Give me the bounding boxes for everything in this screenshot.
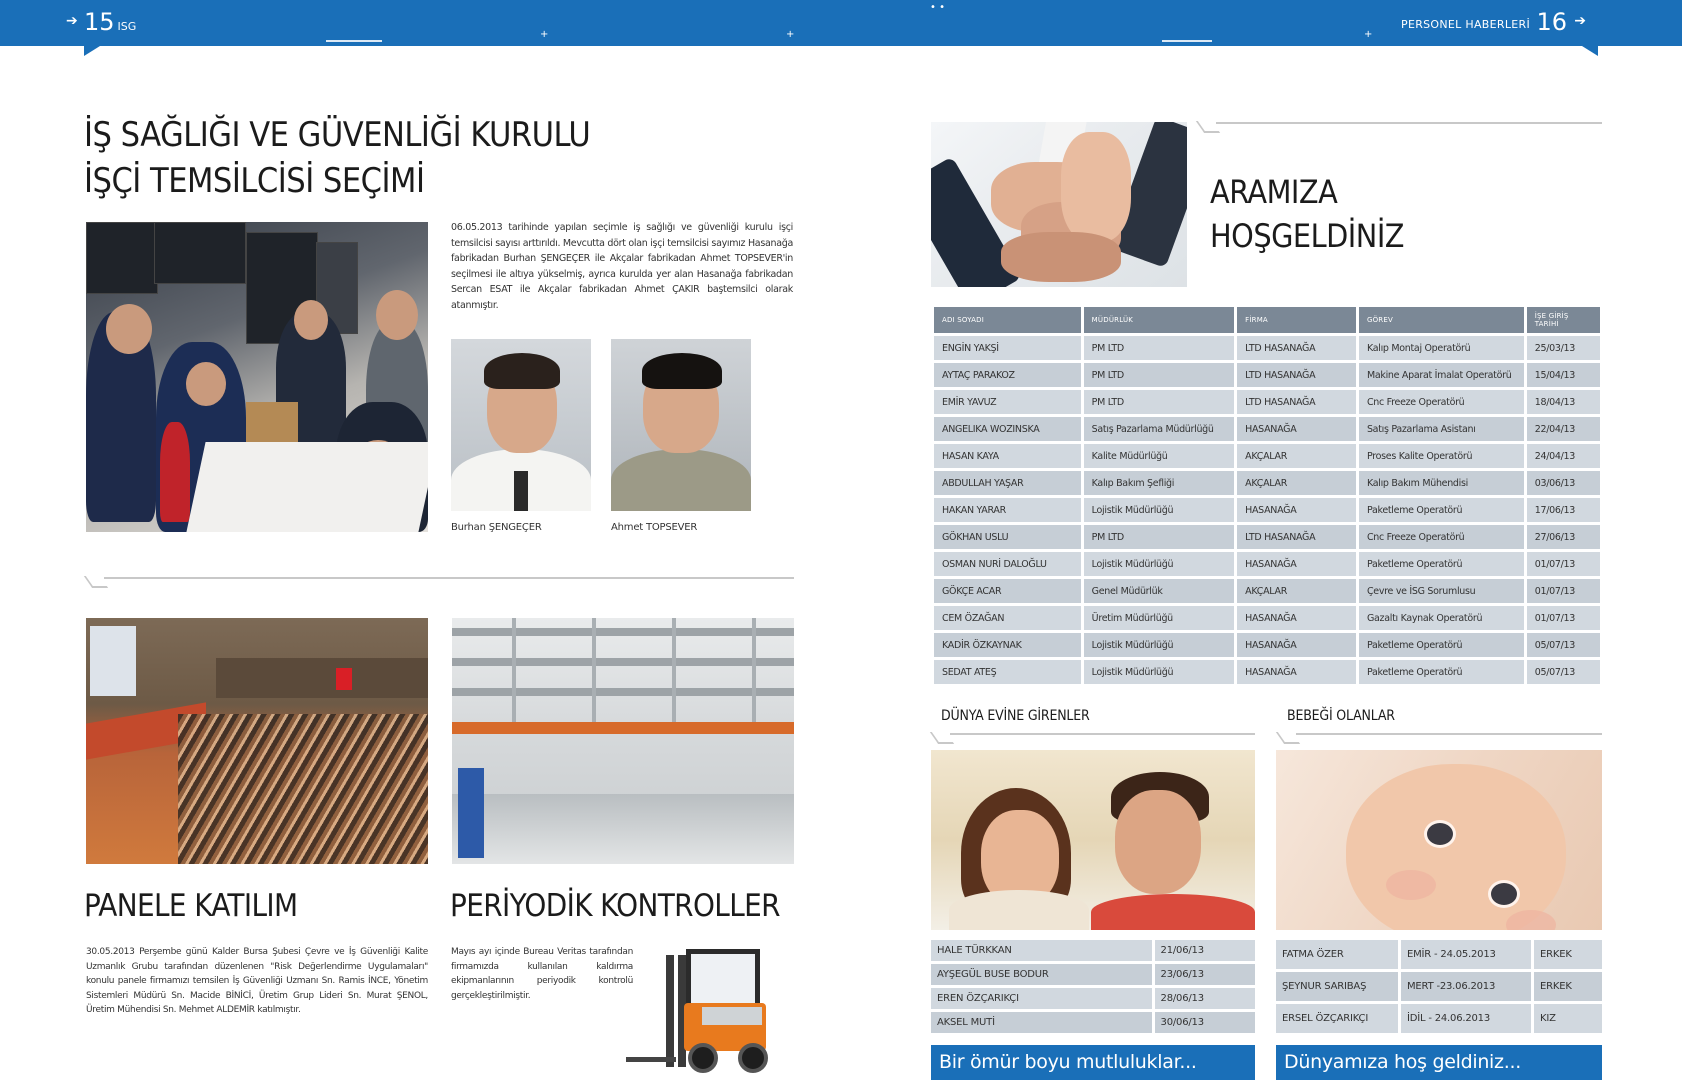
new-staff-table — [931, 304, 1603, 687]
table-cell: Lojistik Müdürlüğü — [1084, 660, 1234, 684]
table-cell: Lojistik Müdürlüğü — [1084, 498, 1234, 522]
table-cell: KIZ — [1534, 1004, 1602, 1033]
babies-divider — [1296, 733, 1602, 735]
table-cell: PM LTD — [1084, 363, 1234, 387]
panel-hall-photo — [86, 618, 428, 864]
table-cell: HASANAĞA — [1237, 552, 1356, 576]
table-cell: FATMA ÖZER — [1276, 940, 1398, 969]
table-header-row — [934, 307, 1600, 333]
right-section-label: PERSONEL HABERLERİ — [1401, 18, 1530, 31]
election-meeting-photo — [86, 222, 428, 532]
table-row — [931, 940, 1255, 961]
table-cell: ENGİN YAKŞİ — [934, 336, 1081, 360]
table-cell: ERKEK — [1534, 940, 1602, 969]
table-cell: HASAN KAYA — [934, 444, 1081, 468]
table-row — [934, 444, 1600, 468]
table-cell: MERT -23.06.2013 — [1401, 972, 1531, 1001]
table-row — [934, 390, 1600, 414]
table-cell: 27/06/13 — [1527, 525, 1600, 549]
table-cell: Makine Aparat İmalat Operatörü — [1359, 363, 1524, 387]
portrait-ahmet — [611, 339, 751, 511]
table-cell: 17/06/13 — [1527, 498, 1600, 522]
header-decor-dot: + — [1364, 29, 1373, 40]
table-row — [934, 471, 1600, 495]
table-cell: ANGELIKA WOZINSKA — [934, 417, 1081, 441]
header-decor-line — [326, 40, 382, 42]
portrait-caption: Ahmet TOPSEVER — [611, 522, 698, 533]
table-cell: Paketleme Operatörü — [1359, 498, 1524, 522]
header-bar — [0, 0, 1682, 46]
table-cell: Paketleme Operatörü — [1359, 552, 1524, 576]
table-cell: ŞEYNUR SARIBAŞ — [1276, 972, 1398, 1001]
table-cell: OSMAN NURİ DALOĞLU — [934, 552, 1081, 576]
table-cell: KADİR ÖZKAYNAK — [934, 633, 1081, 657]
table-cell: 24/04/13 — [1527, 444, 1600, 468]
table-row — [1276, 940, 1602, 969]
table-cell: 30/06/13 — [1155, 1012, 1255, 1033]
table-cell: EMİR - 24.05.2013 — [1401, 940, 1531, 969]
couple-photo — [931, 750, 1255, 930]
header-decor-dot: • • — [930, 2, 945, 13]
left-section-label: ISG — [117, 20, 137, 33]
election-text: 06.05.2013 tarihinde yapılan seçimle iş sağlığı ve güvenliği kurulu işçi temsilcisi sayısı arttırıldı. Mevcutta dört olan işçi temsilcisi sayımız Hasanağa fabrikadan Burhan ŞENGEÇER ile Akçalar fabrikadan Ahmet TOPSEVER'in seçilmesi ile altıya yükselmiş, ayrıca kurulda yer alan Hasanağa fabrikadan Sercan ESAT ile Akçalar fabrikadan Ahmet ÇAKIR baştemsilci olarak atanmıştır. — [451, 222, 793, 311]
table-cell: 05/07/13 — [1527, 633, 1600, 657]
table-cell: Üretim Müdürlüğü — [1084, 606, 1234, 630]
table-cell: AKÇALAR — [1237, 444, 1356, 468]
table-cell: 23/06/13 — [1155, 964, 1255, 985]
header-decor-dot: + — [786, 29, 795, 40]
table-cell: 22/04/13 — [1527, 417, 1600, 441]
table-cell: 15/04/13 — [1527, 363, 1600, 387]
married-title: DÜNYA EVİNE GİRENLER — [941, 708, 1090, 724]
welcome-divider — [1216, 122, 1602, 124]
table-row — [931, 964, 1255, 985]
table-cell: 03/06/13 — [1527, 471, 1600, 495]
arrow-left-icon: ➔ — [1574, 13, 1586, 29]
table-row — [934, 579, 1600, 603]
header-decor-line — [1162, 40, 1212, 42]
right-page-number: 16 — [1536, 8, 1567, 36]
babies-table — [1273, 937, 1605, 1036]
table-row — [934, 606, 1600, 630]
arrow-right-icon: ➔ — [66, 13, 78, 29]
portrait-burhan — [451, 339, 591, 511]
table-row — [934, 552, 1600, 576]
handshake-photo — [931, 122, 1187, 287]
forklift-image — [622, 945, 772, 1075]
table-row — [934, 525, 1600, 549]
table-cell: EREN ÖZÇARIKÇI — [931, 988, 1152, 1009]
table-cell: HASANAĞA — [1237, 633, 1356, 657]
header-tab-left — [84, 46, 100, 56]
married-table — [928, 937, 1258, 1036]
portrait-caption: Burhan ŞENGEÇER — [451, 522, 542, 533]
table-cell: LTD HASANAĞA — [1237, 390, 1356, 414]
table-row — [931, 988, 1255, 1009]
table-cell: GÖKÇE ACAR — [934, 579, 1081, 603]
table-cell: PM LTD — [1084, 336, 1234, 360]
table-cell: LTD HASANAĞA — [1237, 336, 1356, 360]
panel-title: PANELE KATILIM — [84, 888, 298, 924]
panel-text: 30.05.2013 Perşembe günü Kalder Bursa Şubesi Çevre ve İş Güvenliği Kalite Uzmanlık Grubu tarafından düzenlenen "Risk Değerlendirme Uygulamaları" konulu panele firmamızı temsilen İş Güvenliği Uzmanı Sn. Ramis İNCE, Yönetim Sistemleri Müdürü Sn. Macide BİNİCİ, Üretim Grup Lideri Sn. Murat ŞENOL, Üretim Mühendisi Sn. Mehmet ALDEMİR katılmıştır. — [86, 947, 428, 1015]
baby-photo — [1276, 750, 1602, 930]
table-row — [934, 660, 1600, 684]
table-row — [934, 336, 1600, 360]
table-row — [934, 363, 1600, 387]
table-cell: Cnc Freeze Operatörü — [1359, 525, 1524, 549]
table-cell: ERKEK — [1534, 972, 1602, 1001]
table-cell: Kalite Müdürlüğü — [1084, 444, 1234, 468]
married-divider — [950, 733, 1255, 735]
column-header: ADI SOYADI — [934, 307, 1081, 333]
table-cell: CEM ÖZAĞAN — [934, 606, 1081, 630]
table-row — [934, 417, 1600, 441]
table-row — [931, 1012, 1255, 1033]
table-cell: Satış Pazarlama Asistanı — [1359, 417, 1524, 441]
table-cell: HASANAĞA — [1237, 606, 1356, 630]
babies-banner: Dünyamıza hoş geldiniz... — [1276, 1045, 1602, 1080]
table-cell: HASANAĞA — [1237, 498, 1356, 522]
table-cell: Çevre ve İSG Sorumlusu — [1359, 579, 1524, 603]
table-cell: ABDULLAH YAŞAR — [934, 471, 1081, 495]
header-decor-dot: + — [540, 29, 549, 40]
table-cell: AYTAÇ PARAKOZ — [934, 363, 1081, 387]
table-cell: SEDAT ATEŞ — [934, 660, 1081, 684]
table-cell: 01/07/13 — [1527, 579, 1600, 603]
table-cell: Paketleme Operatörü — [1359, 660, 1524, 684]
table-cell: AKSEL MUTİ — [931, 1012, 1152, 1033]
welcome-title: ARAMIZA HOŞGELDİNİZ — [1210, 173, 1405, 255]
table-cell: Gazaltı Kaynak Operatörü — [1359, 606, 1524, 630]
column-header: MÜDÜRLÜK — [1084, 307, 1234, 333]
married-banner: Bir ömür boyu mutluluklar... — [931, 1045, 1255, 1080]
table-cell: Kalıp Bakım Mühendisi — [1359, 471, 1524, 495]
table-row — [934, 498, 1600, 522]
table-cell: Genel Müdürlük — [1084, 579, 1234, 603]
table-cell: Proses Kalite Operatörü — [1359, 444, 1524, 468]
column-header: GÖREV — [1359, 307, 1524, 333]
table-cell: Cnc Freeze Operatörü — [1359, 390, 1524, 414]
table-cell: 05/07/13 — [1527, 660, 1600, 684]
table-cell: Kalıp Montaj Operatörü — [1359, 336, 1524, 360]
table-cell: PM LTD — [1084, 390, 1234, 414]
table-cell: Satış Pazarlama Müdürlüğü — [1084, 417, 1234, 441]
table-cell: 01/07/13 — [1527, 606, 1600, 630]
table-cell: 21/06/13 — [1155, 940, 1255, 961]
table-cell: Paketleme Operatörü — [1359, 633, 1524, 657]
table-cell: 01/07/13 — [1527, 552, 1600, 576]
table-cell: AKÇALAR — [1237, 471, 1356, 495]
table-cell: HALE TÜRKKAN — [931, 940, 1152, 961]
periodic-text: Mayıs ayı içinde Bureau Veritas tarafından firmamızda kullanılan kaldırma ekipmanlarının periyodik kontrolü gerçekleştirilmiştir. — [451, 947, 633, 1001]
table-cell: AKÇALAR — [1237, 579, 1356, 603]
section-divider — [104, 577, 794, 579]
left-page-number: 15 ISG — [84, 8, 137, 36]
column-header: FİRMA — [1237, 307, 1356, 333]
table-cell: Kalıp Bakım Şefliği — [1084, 471, 1234, 495]
table-cell: 28/06/13 — [1155, 988, 1255, 1009]
table-cell: EMİR YAVUZ — [934, 390, 1081, 414]
table-cell: HASANAĞA — [1237, 417, 1356, 441]
table-cell: HASANAĞA — [1237, 660, 1356, 684]
table-cell: GÖKHAN USLU — [934, 525, 1081, 549]
table-cell: PM LTD — [1084, 525, 1234, 549]
table-cell: LTD HASANAĞA — [1237, 525, 1356, 549]
table-row — [1276, 972, 1602, 1001]
column-header: İŞE GİRİŞ TARİHİ — [1527, 307, 1600, 333]
table-cell: Lojistik Müdürlüğü — [1084, 633, 1234, 657]
factory-crane-photo — [452, 618, 794, 864]
header-tab-right — [1582, 46, 1598, 56]
table-cell: 18/04/13 — [1527, 390, 1600, 414]
table-cell: Lojistik Müdürlüğü — [1084, 552, 1234, 576]
babies-title: BEBEĞİ OLANLAR — [1287, 708, 1395, 724]
table-cell: 25/03/13 — [1527, 336, 1600, 360]
table-cell: İDİL - 24.06.2013 — [1401, 1004, 1531, 1033]
page-title: İŞ SAĞLIĞI VE GÜVENLİĞİ KURULU İŞÇİ TEMSİLCİSİ SEÇİMİ — [84, 115, 591, 201]
table-row — [1276, 1004, 1602, 1033]
periodic-title: PERİYODİK KONTROLLER — [450, 888, 780, 924]
table-row — [934, 633, 1600, 657]
table-cell: HAKAN YARAR — [934, 498, 1081, 522]
table-cell: ERSEL ÖZÇARIKÇI — [1276, 1004, 1398, 1033]
table-cell: LTD HASANAĞA — [1237, 363, 1356, 387]
table-cell: AYŞEGÜL BUSE BODUR — [931, 964, 1152, 985]
